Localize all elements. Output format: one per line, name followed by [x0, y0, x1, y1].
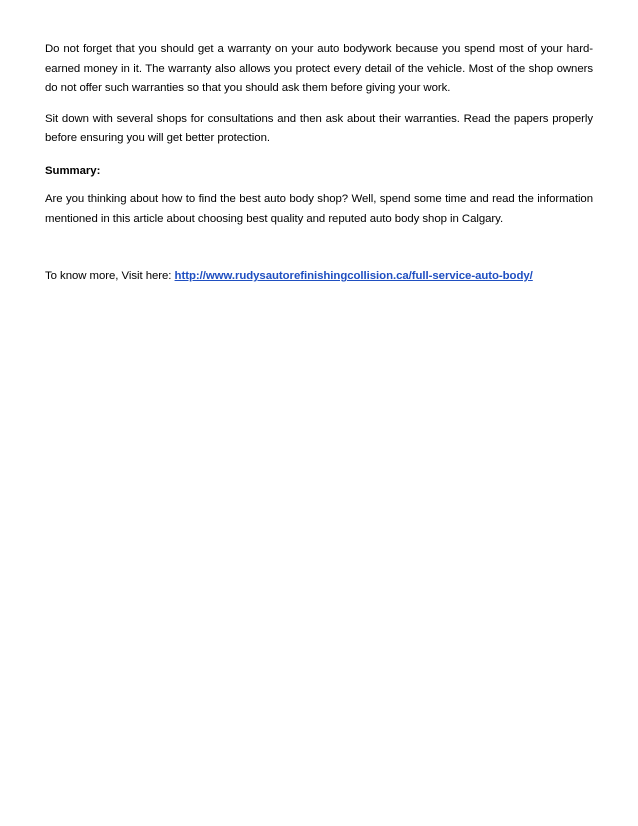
consultation-paragraph: Sit down with several shops for consultations and then ask about their warranties. Read the papers properly before ensuring you will get better protection.	[45, 112, 593, 144]
website-link[interactable]: http://www.rudysautorefinishingcollision.ca/full-service-auto-body/	[174, 270, 533, 282]
document-body	[45, 40, 593, 287]
visit-line	[45, 267, 593, 287]
visit-prefix: To know more, Visit here:	[45, 270, 175, 282]
summary-paragraph: Are you thinking about how to find the best auto body shop? Well, spend some time and read the information mentioned in this article about choosing best quality and reputed auto body shop in Calgary.	[45, 193, 593, 225]
warranty-paragraph: Do not forget that you should get a warranty on your auto bodywork because you spend most of your hard-earned money in it. The warranty also allows you protect every detail of the vehicle. Most of the shop owners do not offer such warranties so that you should ask them before giving your work.	[45, 43, 593, 94]
summary-heading: Summary:	[45, 164, 101, 177]
